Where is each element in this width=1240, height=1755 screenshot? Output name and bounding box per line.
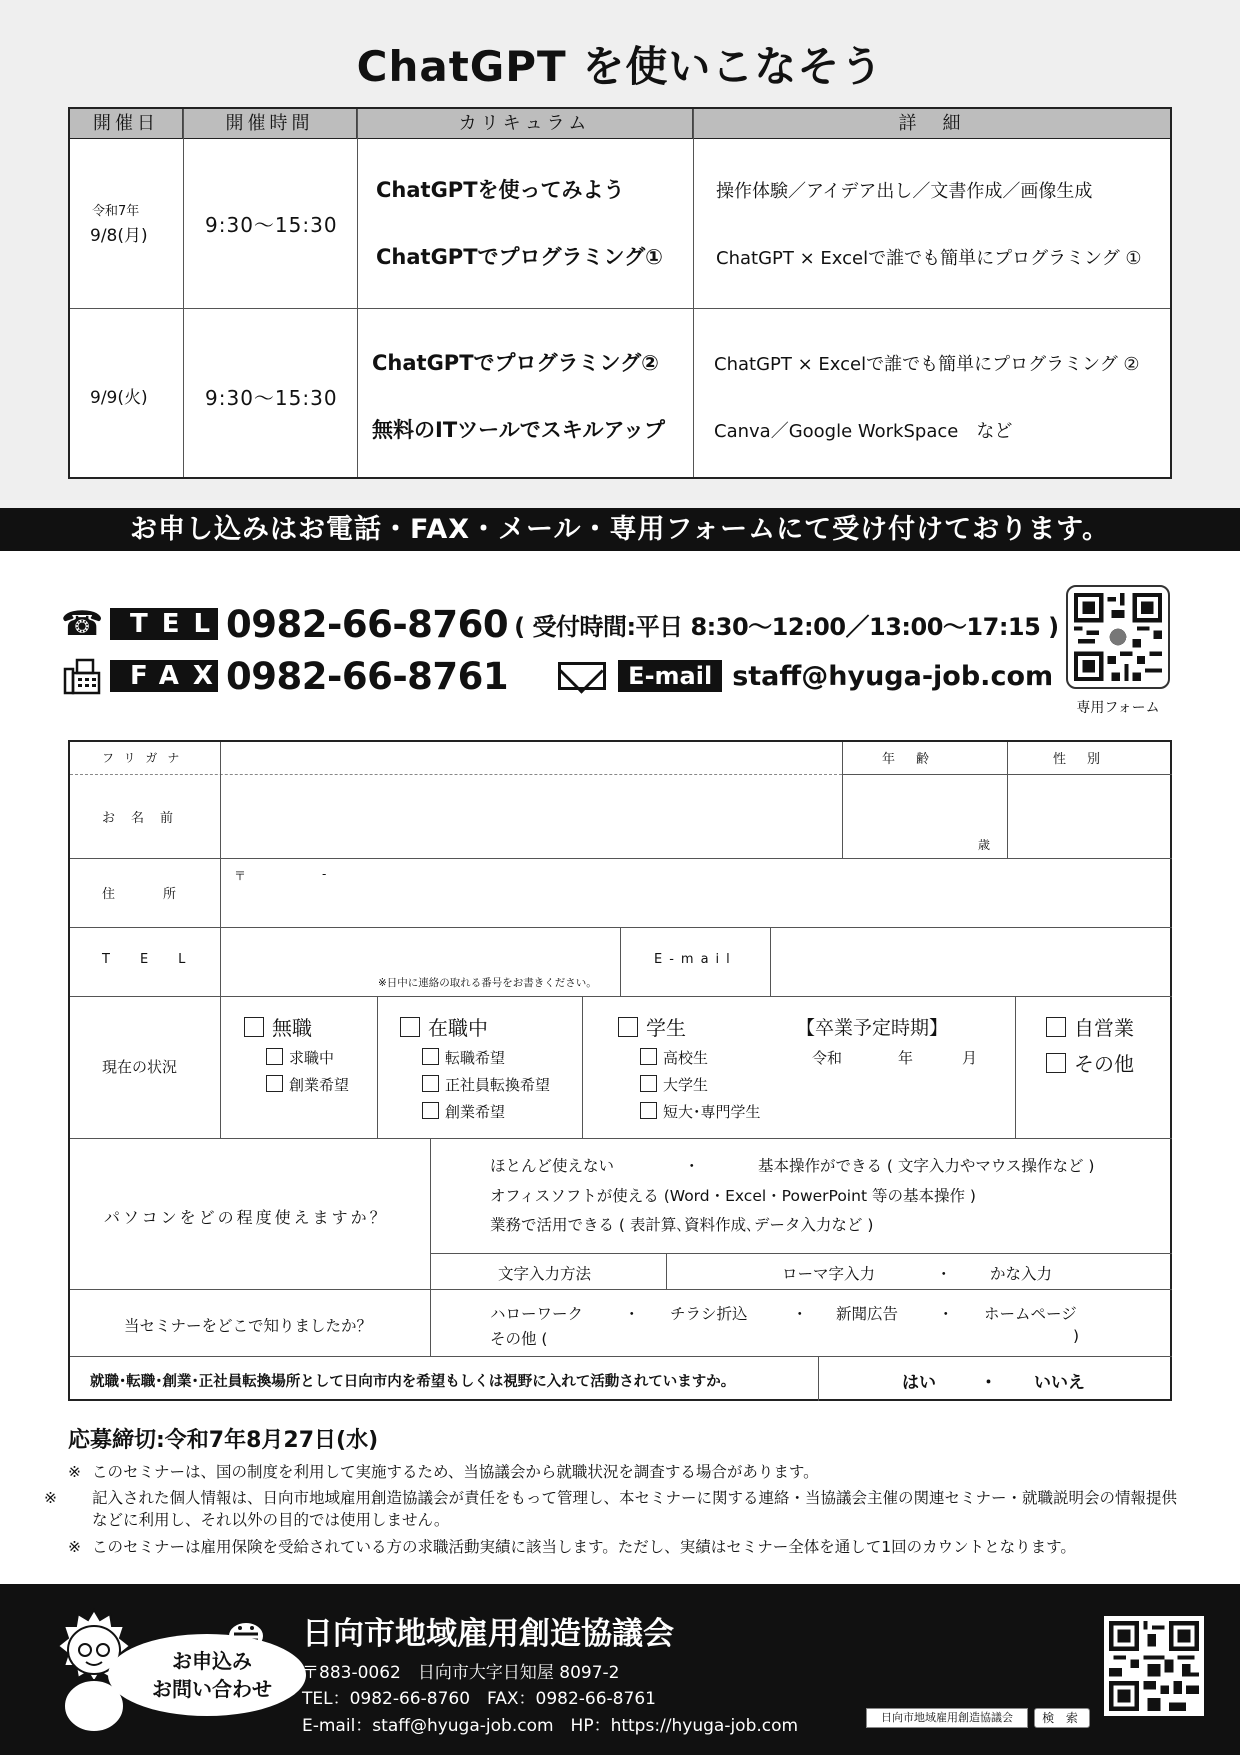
answer-yes[interactable]: はい <box>902 1373 936 1393</box>
status-label: 現在の状況 <box>102 1058 178 1076</box>
option-label: 求職中 <box>289 1049 335 1067</box>
organization-telfax: TEL：0982-66-8760 FAX：0982-66-8761 <box>302 1689 656 1709</box>
fax-icon <box>60 656 104 696</box>
input-romaji[interactable]: ローマ字入力 <box>782 1265 876 1283</box>
grad-month: 月 <box>962 1049 978 1067</box>
divider <box>430 1138 431 1356</box>
option-label: 転職希望 <box>445 1049 506 1067</box>
checkbox-icon[interactable] <box>1046 1053 1066 1073</box>
fax-number: 0982-66-8761 <box>226 654 509 698</box>
divider <box>70 1289 1172 1290</box>
status-other[interactable] <box>1046 1048 1134 1077</box>
tel-note: ※日中に連絡の取れる番号をお書きください。 <box>378 977 597 989</box>
row1-curriculum-1: ChatGPTを使ってみよう <box>376 178 625 202</box>
checkbox-icon[interactable] <box>422 1075 439 1092</box>
divider <box>582 996 583 1138</box>
header-date: 開催日 <box>70 109 183 139</box>
divider <box>377 996 378 1138</box>
divider <box>183 109 184 477</box>
note-mark: ※ <box>44 1489 57 1507</box>
source-other[interactable]: その他 ( <box>490 1330 548 1348</box>
application-form <box>68 740 1172 1401</box>
status-student-opt2[interactable] <box>640 1074 708 1095</box>
name-label: お名前 <box>102 811 190 826</box>
checkbox-icon[interactable] <box>640 1102 657 1119</box>
hyuga-question: 就職･転職･創業･正社員転換場所として日向市内を希望もしくは視野に入れて活動されていますか。 <box>90 1374 736 1390</box>
bubble-line-2: お問い合わせ <box>152 1677 272 1701</box>
bubble-line-1: お申込み <box>172 1649 252 1673</box>
pc-option-2[interactable]: オフィスソフトが使える (Word・Excel・PowerPoint 等の基本操作 ) <box>490 1187 976 1205</box>
divider <box>1015 996 1016 1138</box>
divider <box>818 1356 819 1401</box>
divider <box>430 1253 1172 1254</box>
row2-time: 9:30〜15:30 <box>205 386 338 410</box>
answer-no[interactable]: いいえ <box>1034 1373 1085 1393</box>
source-dot: ・ <box>624 1305 640 1323</box>
divider <box>70 1138 1172 1139</box>
status-other-label: その他 <box>1074 1052 1134 1076</box>
header-detail: 詳 細 <box>693 109 1170 139</box>
status-unemployed[interactable] <box>244 1012 312 1041</box>
row1-curriculum-2: ChatGPTでプログラミング① <box>376 245 663 269</box>
gender-field[interactable] <box>1009 776 1170 856</box>
organization-address: 〒883-0062 日向市大字日知屋 8097-2 <box>302 1663 620 1683</box>
status-student-opt3[interactable] <box>640 1101 761 1122</box>
status-unemployed-label: 無職 <box>272 1016 312 1040</box>
note-3 <box>68 1536 1188 1558</box>
source-hellowork[interactable]: ハローワーク <box>490 1305 584 1323</box>
checkbox-icon[interactable] <box>1046 1017 1066 1037</box>
status-unemployed-opt1[interactable] <box>266 1047 334 1068</box>
row1-detail-2: ChatGPT × Excelで誰でも簡単にプログラミング ① <box>716 248 1142 269</box>
grad-reiwa: 令和 <box>812 1049 843 1067</box>
header-time: 開催時間 <box>183 109 357 139</box>
divider <box>70 308 1170 309</box>
tel-row <box>60 602 1059 646</box>
header-curriculum: カリキュラム <box>357 109 693 139</box>
source-flyer[interactable]: チラシ折込 <box>670 1305 748 1323</box>
address-field[interactable] <box>222 860 1170 925</box>
source-newspaper[interactable]: 新聞広告 <box>836 1305 899 1323</box>
status-unemployed-opt2[interactable] <box>266 1074 349 1095</box>
divider <box>70 774 842 775</box>
divider <box>770 927 771 996</box>
grad-year: 年 <box>898 1049 914 1067</box>
divider <box>357 109 358 477</box>
checkbox-icon[interactable] <box>400 1017 420 1037</box>
status-student-label: 学生 <box>646 1016 686 1040</box>
email-address[interactable]: staff@hyuga-job.com <box>732 660 1054 692</box>
input-kana[interactable]: かな入力 <box>990 1265 1053 1283</box>
checkbox-icon[interactable] <box>640 1075 657 1092</box>
row1-year: 令和7年 <box>92 204 140 219</box>
gender-label: 性 別 <box>1053 752 1105 767</box>
divider <box>220 742 221 1138</box>
input-method-label: 文字入力方法 <box>498 1265 592 1283</box>
schedule-section <box>0 0 1240 508</box>
option-label: 短大･専門学生 <box>663 1103 761 1121</box>
footer <box>0 1584 1240 1755</box>
option-label: 大学生 <box>663 1076 709 1094</box>
furigana-label: フリガナ <box>102 751 190 765</box>
status-employed[interactable] <box>400 1012 488 1041</box>
source-dot: ・ <box>792 1305 808 1323</box>
fax-row <box>60 654 1053 698</box>
grad-label: 【卒業予定時期】 <box>796 1017 949 1039</box>
email-field-label: E-mail <box>654 952 737 967</box>
checkbox-icon[interactable] <box>422 1048 439 1065</box>
option-label: 創業希望 <box>289 1076 350 1094</box>
status-employed-label: 在職中 <box>428 1016 488 1040</box>
note-text: このセミナーは、国の制度を利用して実施するため、当協議会から就職状況を調査する場合があります。 <box>92 1463 819 1481</box>
answer-dot: ・ <box>980 1373 997 1393</box>
divider <box>70 858 1172 859</box>
postal-mark: 〒 <box>234 869 247 883</box>
page-title: ChatGPT を使いこなそう <box>356 42 884 91</box>
deadline: 応募締切:令和7年8月27日(水) <box>68 1428 379 1453</box>
age-label: 年 齢 <box>882 752 934 767</box>
checkbox-icon[interactable] <box>266 1048 283 1065</box>
tel-label: TEL <box>110 608 218 640</box>
search-box[interactable]: 日向市地域雇用創造協議会 <box>866 1708 1028 1728</box>
homepage-qr-code[interactable] <box>1104 1616 1204 1716</box>
row2-detail-2: Canva／Google WorkSpace など <box>714 421 1013 442</box>
pc-question: パソコンをどの程度使えますか？ <box>104 1208 389 1227</box>
option-label: 創業希望 <box>445 1103 506 1121</box>
row2-date: 9/9(火) <box>90 388 148 408</box>
row1-detail-1: 操作体験／アイデア出し／文書作成／画像生成 <box>716 181 1093 202</box>
form-qr-label: 専用フォーム <box>1076 700 1160 716</box>
phone-icon: ☎ <box>60 604 104 644</box>
option-label: 高校生 <box>663 1049 709 1067</box>
option-label: 正社員転換希望 <box>445 1076 551 1094</box>
row2-detail-1: ChatGPT × Excelで誰でも簡単にプログラミング ② <box>714 354 1140 375</box>
row1-date: 9/8(月) <box>90 226 148 246</box>
note-2 <box>44 1487 1188 1531</box>
note-text: このセミナーは雇用保険を受給されている方の求職活動実績に該当します。ただし、実績はセミナー全体を通して1回のカウントとなります。 <box>92 1538 1076 1556</box>
checkbox-icon[interactable] <box>422 1102 439 1119</box>
input-dot: ・ <box>936 1265 952 1283</box>
note-text: 記入された個人情報は、日向市地域雇用創造協議会が責任をもって管理し、本セミナーに関する連絡・当協議会主催の関連セミナー・就職説明会の情報提供などに利用し、それ以外の目的では使用しません。 <box>92 1489 1178 1529</box>
row2-curriculum-2: 無料のITツールでスキルアップ <box>372 418 666 442</box>
checkbox-icon[interactable] <box>618 1017 638 1037</box>
status-self-employed-label: 自営業 <box>1074 1016 1134 1040</box>
application-banner: お申し込みはお電話・FAX・メール・専用フォームにて受け付けております。 <box>0 508 1240 551</box>
note-mark: ※ <box>68 1538 81 1556</box>
divider <box>666 1253 667 1289</box>
pc-dot: ・ <box>684 1157 700 1175</box>
note-mark: ※ <box>68 1463 81 1481</box>
age-unit: 歳 <box>978 838 991 852</box>
furigana-field[interactable] <box>222 744 840 772</box>
source-homepage[interactable]: ホームページ <box>984 1305 1077 1323</box>
divider <box>70 927 1172 928</box>
divider <box>693 109 694 477</box>
organization-name: 日向市地域雇用創造協議会 <box>302 1616 674 1652</box>
status-student[interactable] <box>618 1012 686 1041</box>
divider <box>70 1356 1172 1357</box>
status-student-opt1[interactable] <box>640 1047 708 1068</box>
status-employed-opt1[interactable] <box>422 1047 505 1068</box>
tel-number[interactable]: 0982-66-8760 <box>226 602 509 646</box>
schedule-table <box>68 107 1172 479</box>
mail-icon <box>558 662 606 690</box>
divider <box>842 742 843 858</box>
source-other-close: ) <box>1073 1327 1080 1345</box>
divider <box>70 996 1172 997</box>
name-field[interactable] <box>222 776 840 856</box>
organization-web[interactable]: E-mail：staff@hyuga-job.com HP：https://hyuga-job.com <box>302 1716 799 1736</box>
search-button[interactable]: 検 索 <box>1034 1708 1090 1728</box>
fax-label: FAX <box>110 660 218 692</box>
checkbox-icon[interactable] <box>244 1017 264 1037</box>
email-field[interactable] <box>772 929 1170 994</box>
inquiry-bubble <box>108 1634 306 1716</box>
form-qr-code[interactable] <box>1066 585 1170 689</box>
divider <box>1007 742 1008 858</box>
status-self-employed[interactable] <box>1046 1012 1134 1041</box>
tel-field-label: TEL <box>102 952 216 967</box>
pc-option-1a[interactable]: ほとんど使えない <box>490 1157 615 1175</box>
source-dot: ・ <box>938 1305 954 1323</box>
checkbox-icon[interactable] <box>640 1048 657 1065</box>
source-question: 当セミナーをどこで知りましたか？ <box>124 1317 373 1335</box>
postal-dash: - <box>322 867 327 881</box>
pc-option-1b[interactable]: 基本操作ができる ( 文字入力やマウス操作など ) <box>758 1157 1095 1175</box>
office-hours: ( 受付時間:平日 8:30〜12:00／13:00〜17:15 ) <box>514 612 1059 641</box>
checkbox-icon[interactable] <box>266 1075 283 1092</box>
status-employed-opt2[interactable] <box>422 1074 550 1095</box>
address-label: 住所 <box>102 887 225 902</box>
row2-curriculum-1: ChatGPTでプログラミング② <box>372 351 659 375</box>
row1-time: 9:30〜15:30 <box>205 213 338 237</box>
divider <box>620 927 621 996</box>
pc-option-3[interactable]: 業務で活用できる ( 表計算､資料作成､データ入力など ) <box>490 1216 874 1234</box>
email-label: E-mail <box>618 660 722 692</box>
note-1 <box>68 1461 1188 1483</box>
status-employed-opt3[interactable] <box>422 1101 505 1122</box>
